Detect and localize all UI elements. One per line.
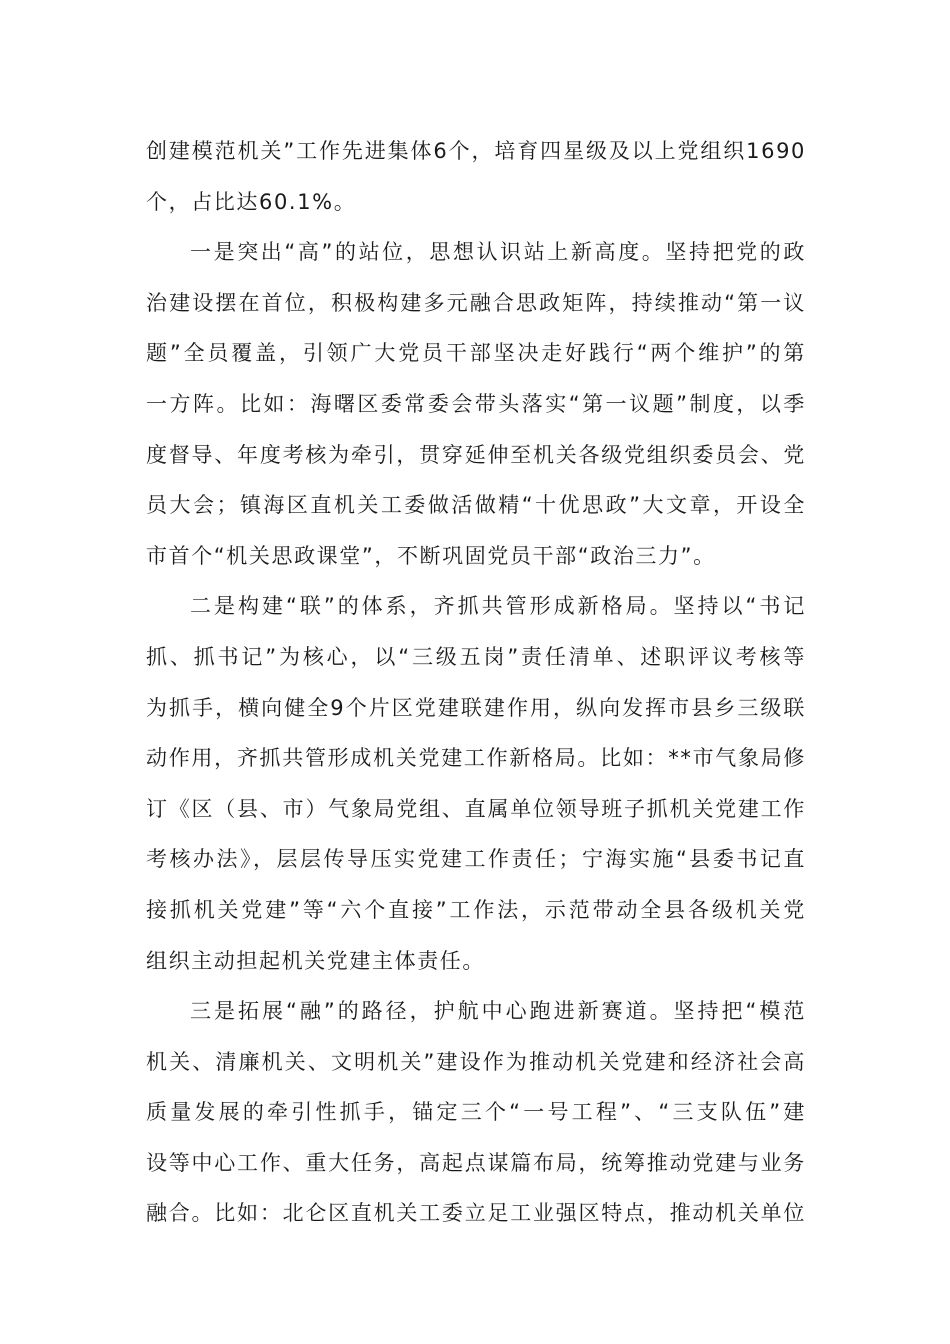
text-line: 质量发展的牵引性抓手，锚定三个“一号工程”、“三支队伍”建 [146, 1100, 806, 1125]
text-line: 抓、抓书记”为核心，以“三级五岗”责任清单、述职评议考核等 [146, 644, 806, 669]
text-line: 三是拓展“融”的路径，护航中心跑进新赛道。坚持把“模范 [190, 999, 806, 1024]
text-line: 动作用，齐抓共管形成机关党建工作新格局。比如：**市气象局修 [146, 746, 806, 771]
paragraph-2 [146, 227, 806, 581]
text-line: 度督导、年度考核为牵引，贯穿延伸至机关各级党组织委员会、党 [146, 442, 806, 467]
text-line: 二是构建“联”的体系，齐抓共管形成新格局。坚持以“书记 [190, 594, 806, 619]
paragraph-4 [146, 986, 806, 1239]
text-line: 设等中心工作、重大任务，高起点谋篇布局，统筹推动党建与业务 [146, 1150, 806, 1175]
paragraph-3 [146, 581, 806, 986]
text-line: 治建设摆在首位，积极构建多元融合思政矩阵，持续推动“第一议 [146, 290, 806, 315]
text-line: 为抓手，横向健全9个片区党建联建作用，纵向发挥市县乡三级联 [146, 695, 806, 720]
text-line: 员大会；镇海区直机关工委做活做精“十优思政”大文章，开设全 [146, 493, 806, 518]
paragraph-1 [146, 126, 806, 227]
text-line: 机关、清廉机关、文明机关”建设作为推动机关党建和经济社会高 [146, 1049, 806, 1074]
text-line: 考核办法》，层层传导压实党建工作责任；宁海实施“县委书记直 [146, 847, 806, 872]
text-line: 订《区（县、市）气象局党组、直属单位领导班子抓机关党建工作 [146, 796, 806, 821]
text-line: 接抓机关党建”等“六个直接”工作法，示范带动全县各级机关党 [146, 897, 806, 922]
text-line: 一是突出“高”的站位，思想认识站上新高度。坚持把党的政 [190, 240, 806, 265]
text-line: 个，占比达60.1%。 [146, 189, 357, 214]
text-line: 题”全员覆盖，引领广大党员干部坚决走好践行“两个维护”的第 [146, 341, 806, 366]
text-line: 一方阵。比如：海曙区委常委会带头落实“第一议题”制度，以季 [146, 391, 806, 416]
document-body [146, 126, 806, 1239]
text-line: 融合。比如：北仑区直机关工委立足工业强区特点，推动机关单位 [146, 1201, 806, 1226]
text-line: 创建模范机关”工作先进集体6个，培育四星级及以上党组织1690 [146, 139, 806, 163]
text-line: 市首个“机关思政课堂”，不断巩固党员干部“政治三力”。 [146, 543, 716, 568]
text-line: 组织主动担起机关党建主体责任。 [146, 948, 485, 973]
